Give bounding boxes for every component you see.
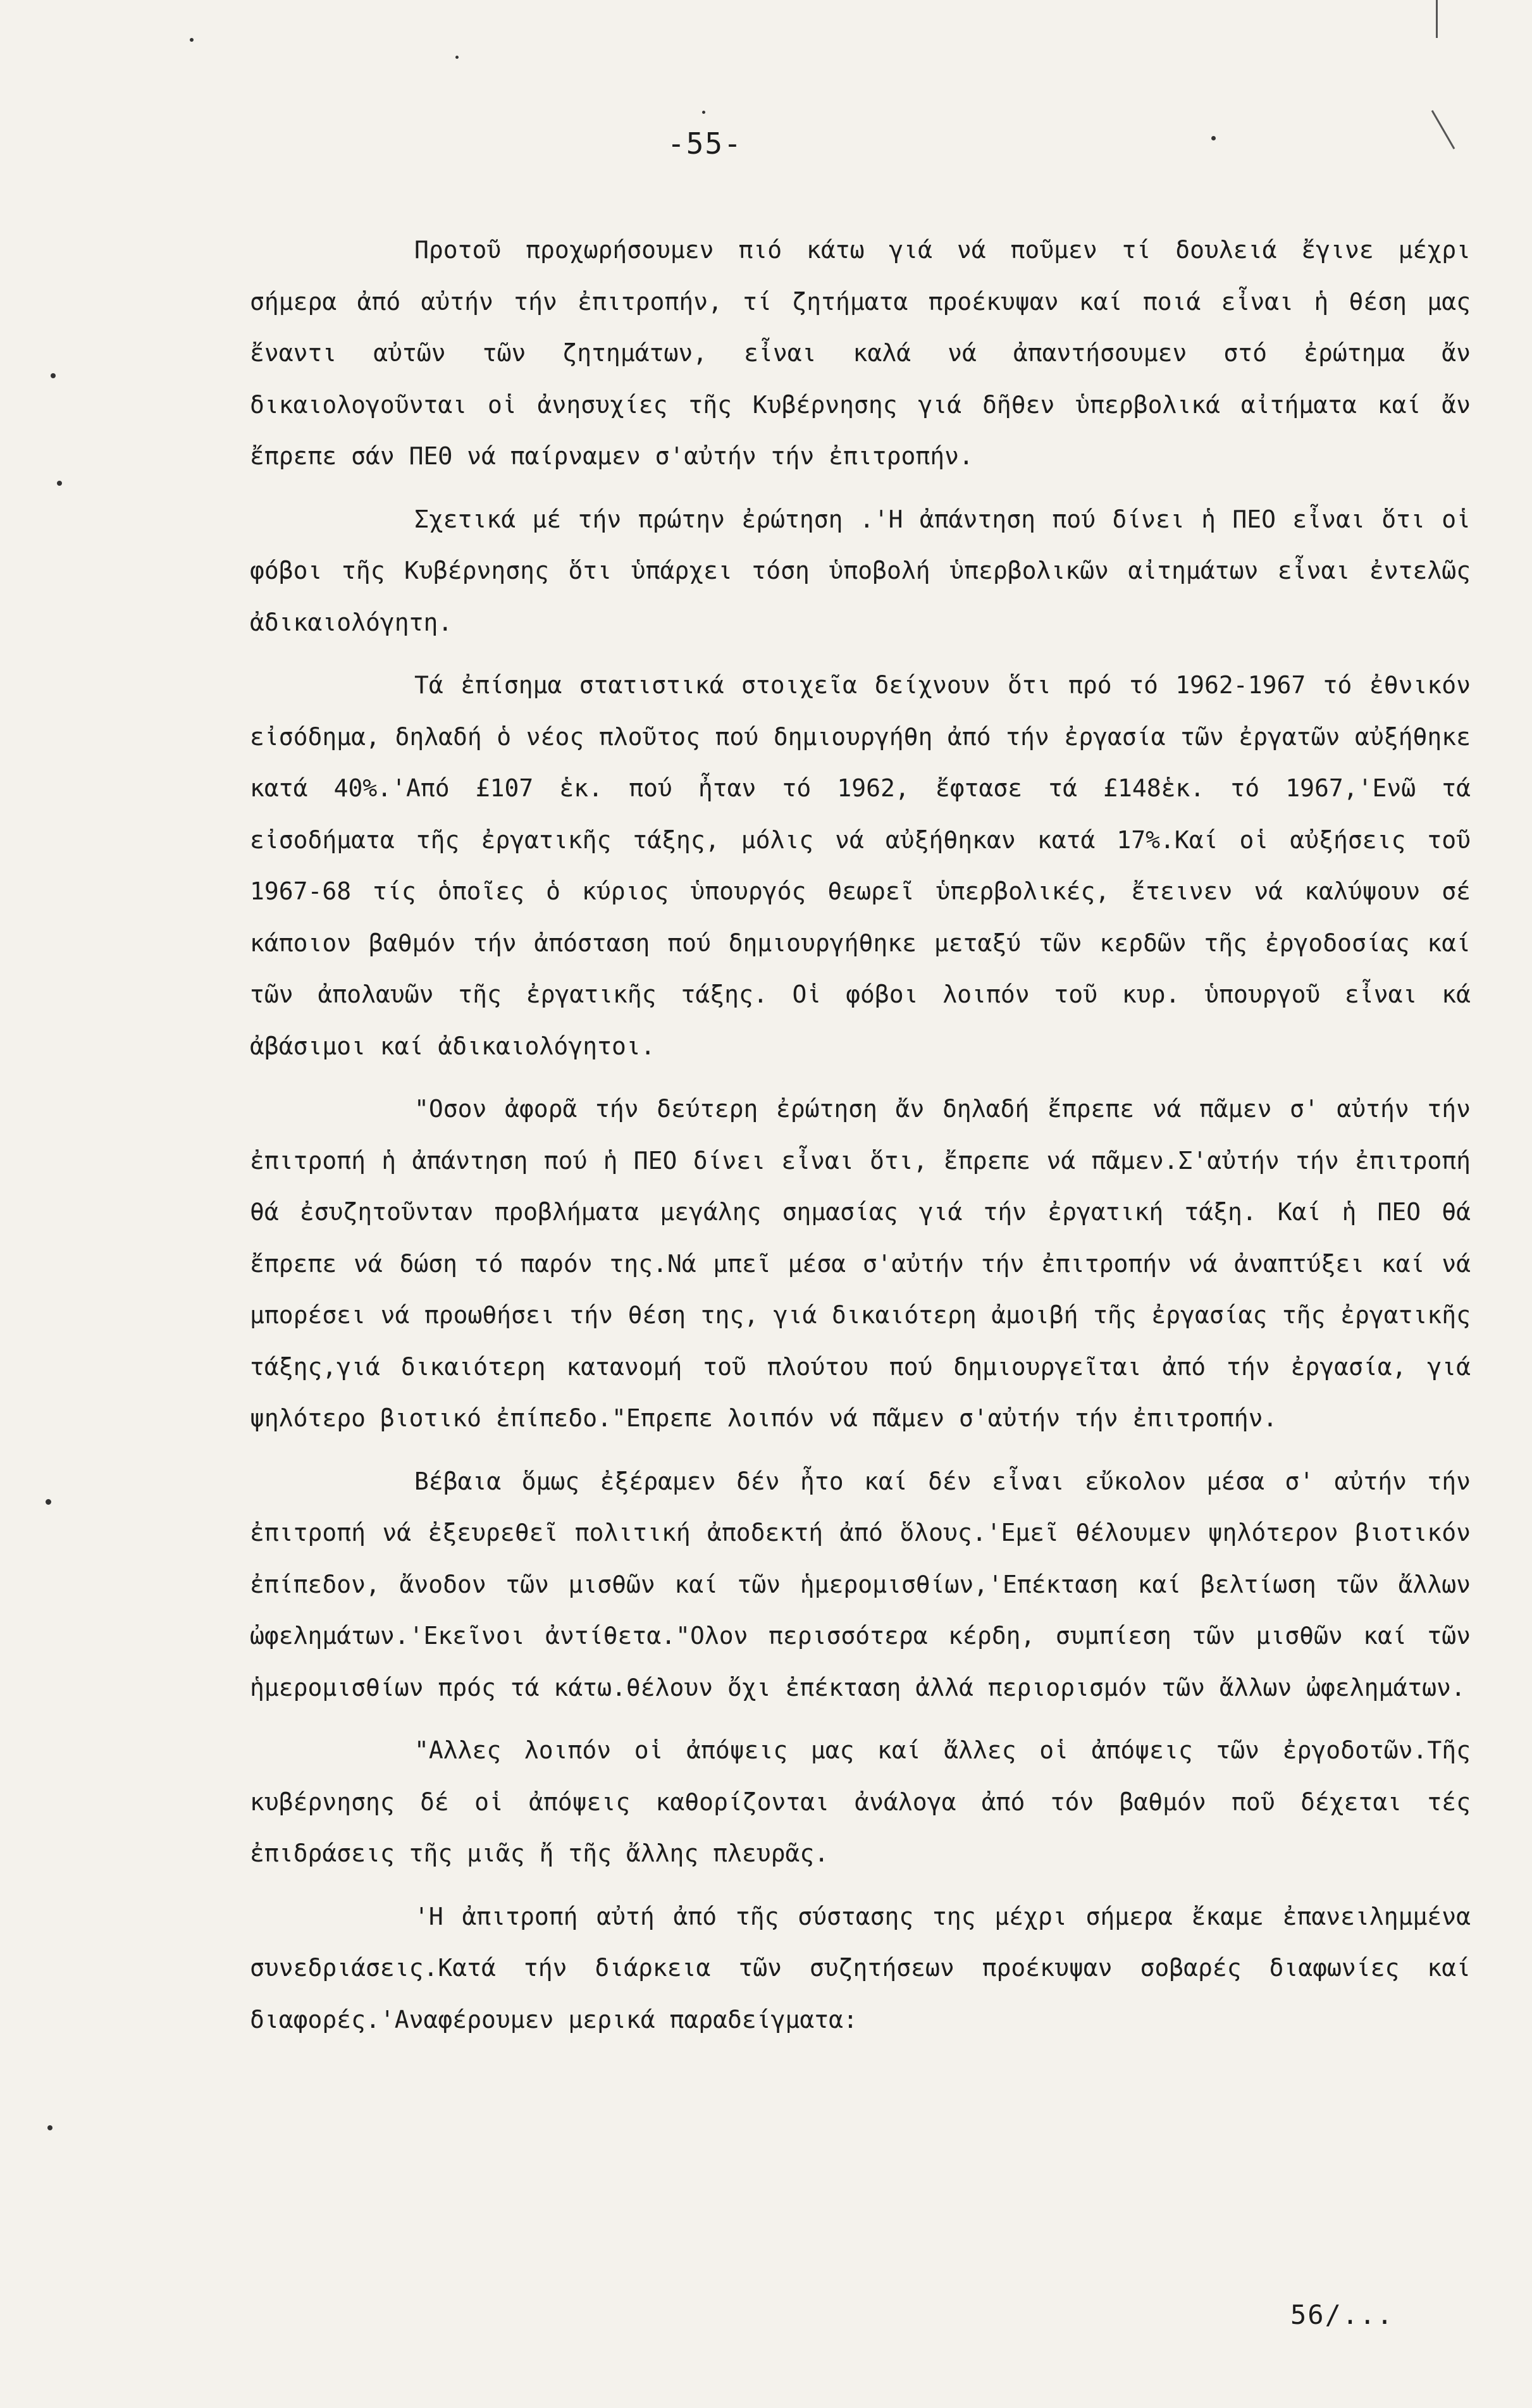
scan-speck: [51, 373, 56, 378]
paragraph: Προτοῦ προχωρήσουμεν πιό κάτω γιά νά ποῦμεν τί δουλειά ἔγινε μέχρι σήμερα ἀπό αὐτήν τήν ἐπιτροπήν, τί ζητήματα προέκυψαν καί ποιά εἶναι ἡ θέση μας ἔναντι αὐτῶν τῶν ζητημάτων, εἶναι καλά νά ἀπαντήσουμεν στό ἐρώτημα ἄν δικαιολογοῦνται οἱ ἀνησυχίες τῆς Κυβέρνησης γιά δῆθεν ὑπερβολικά αἰτήματα καί ἄν ἔπρεπε σάν ΠΕΘ νά παίρναμεν σ'αὐτήν τήν ἐπιτροπήν.: [250, 236, 1471, 470]
scan-speck: [47, 2125, 53, 2130]
paragraph: "Οσον ἀφορᾶ τήν δεύτερη ἐρώτηση ἄν δηλαδή ἔπρεπε νά πᾶμεν σ' αὐτήν τήν ἐπιτροπή ἡ ἀπάντηση πού ἡ ΠΕΟ δίνει εἶναι ὅτι, ἔπρεπε νά πᾶμεν.Σ'αὐτήν τήν ἐπιτροπή θά ἐσυζητοῦνταν προβλήματα μεγάλης σημασίας γιά τήν ἐργατική τάξη. Καί ἡ ΠΕΟ θά ἔπρεπε νά δώση τό παρόν της.Νά μπεῖ μέσα σ'αὐτήν τήν ἐπιτροπήν νά ἀναπτύξει καί νά μπορέσει νά προωθήσει τήν θέση της, γιά δικαιότερη ἀμοιβή τῆς ἐργασίας τῆς ἐργατικῆς τάξης,γιά δικαιότερη κατανομή τοῦ πλούτου πού δημιουργεῖται ἀπό τήν ἐργασία, γιά ψηλότερο βιοτικό ἐπίπεδο."Επρεπε λοιπόν νά πᾶμεν σ'αὐτήν τήν ἐπιτροπήν.: [250, 1095, 1471, 1432]
scan-speck: [57, 481, 62, 486]
scan-speck: [455, 56, 459, 59]
paragraph: Σχετικά μέ τήν πρώτην ἐρώτηση .'Η ἀπάντηση πού δίνει ἡ ΠΕΟ εἶναι ὅτι οἱ φόβοι τῆς Κυβέρνησης ὅτι ὑπάρχει τόση ὑποβολή ὑπερβολικῶν αἰτημάτων εἶναι ἐντελῶς ἀδικαιολόγητη.: [250, 505, 1471, 636]
page-number: -55-: [667, 127, 743, 161]
catchword: 56/...: [1290, 2299, 1394, 2330]
paragraph: 'Η ἀπιτροπή αὐτή ἀπό τῆς σύστασης της μέχρι σήμερα ἔκαμε ἐπανειλημμένα συνεδριάσεις.Κατά τήν διάρκεια τῶν συζητήσεων προέκυψαν σοβαρές διαφωνίες καί διαφορές.'Αναφέρουμεν μερικά παραδείγματα:: [250, 1902, 1471, 2034]
document-body: [250, 225, 1471, 2046]
paragraph: Βέβαια ὅμως ἐξέραμεν δέν ἦτο καί δέν εἶναι εὔκολον μέσα σ' αὐτήν τήν ἐπιτροπή νά ἐξευρεθεῖ πολιτική ἀποδεκτή ἀπό ὅλους.'Εμεῖ θέλουμεν ψηλότερον βιοτικόν ἐπίπεδον, ἄνοδον τῶν μισθῶν καί τῶν ἡμερομισθίων,'Επέκταση καί βελτίωση τῶν ἄλλων ὠφελημάτων.'Εκεῖνοι ἀντίθετα."Ολον περισσότερα κέρδη, συμπίεση τῶν μισθῶν καί τῶν ἡμερομισθίων πρός τά κάτω.θέλουν ὄχι ἐπέκταση ἀλλά περιορισμόν τῶν ἄλλων ὠφελημάτων.: [250, 1467, 1471, 1701]
scan-speck: [190, 38, 194, 42]
scan-speck: [46, 1499, 51, 1505]
paragraph: "Αλλες λοιπόν οἱ ἀπόψεις μας καί ἄλλες οἱ ἀπόψεις τῶν ἐργοδοτῶν.Τῆς κυβέρνησης δέ οἱ ἀπόψεις καθορίζονται ἀνάλογα ἀπό τόν βαθμόν ποῦ δέχεται τές ἐπιδράσεις τῆς μιᾶς ἤ τῆς ἄλλης πλευρᾶς.: [250, 1736, 1471, 1867]
scan-scratch: [1436, 0, 1438, 38]
paragraph: Τά ἐπίσημα στατιστικά στοιχεῖα δείχνουν ὅτι πρό τό 1962-1967 τό ἐθνικόν εἰσόδημα, δηλαδή ὁ νέος πλοῦτος πού δημιουργήθη ἀπό τήν ἐργασία τῶν ἐργατῶν αὐξήθηκε κατά 40%.'Από £107 ἑκ. πού ἦταν τό 1962, ἔφτασε τά £148ἑκ. τό 1967,'Ενῶ τά εἰσοδήματα τῆς ἐργατικῆς τάξης, μόλις νά αὐξήθηκαν κατά 17%.Καί οἱ αὐξήσεις τοῦ 1967-68 τίς ὁποῖες ὁ κύριος ὑπουργός θεωρεῖ ὑπερβολικές, ἔτεινεν νά καλύψουν σέ κάποιον βαθμόν τήν ἀπόσταση πού δημιουργήθηκε μεταξύ τῶν κερδῶν τῆς ἐργοδοσίας καί τῶν ἀπολαυῶν τῆς ἐργατικῆς τάξης. Οἱ φόβοι λοιπόν τοῦ κυρ. ὑπουργοῦ εἶναι κά ἀβάσιμοι καί ἀδικαιολόγητοι.: [250, 671, 1471, 1060]
scan-scratch: [1431, 110, 1455, 149]
scan-speck: [702, 111, 705, 114]
scan-speck: [1211, 136, 1216, 140]
